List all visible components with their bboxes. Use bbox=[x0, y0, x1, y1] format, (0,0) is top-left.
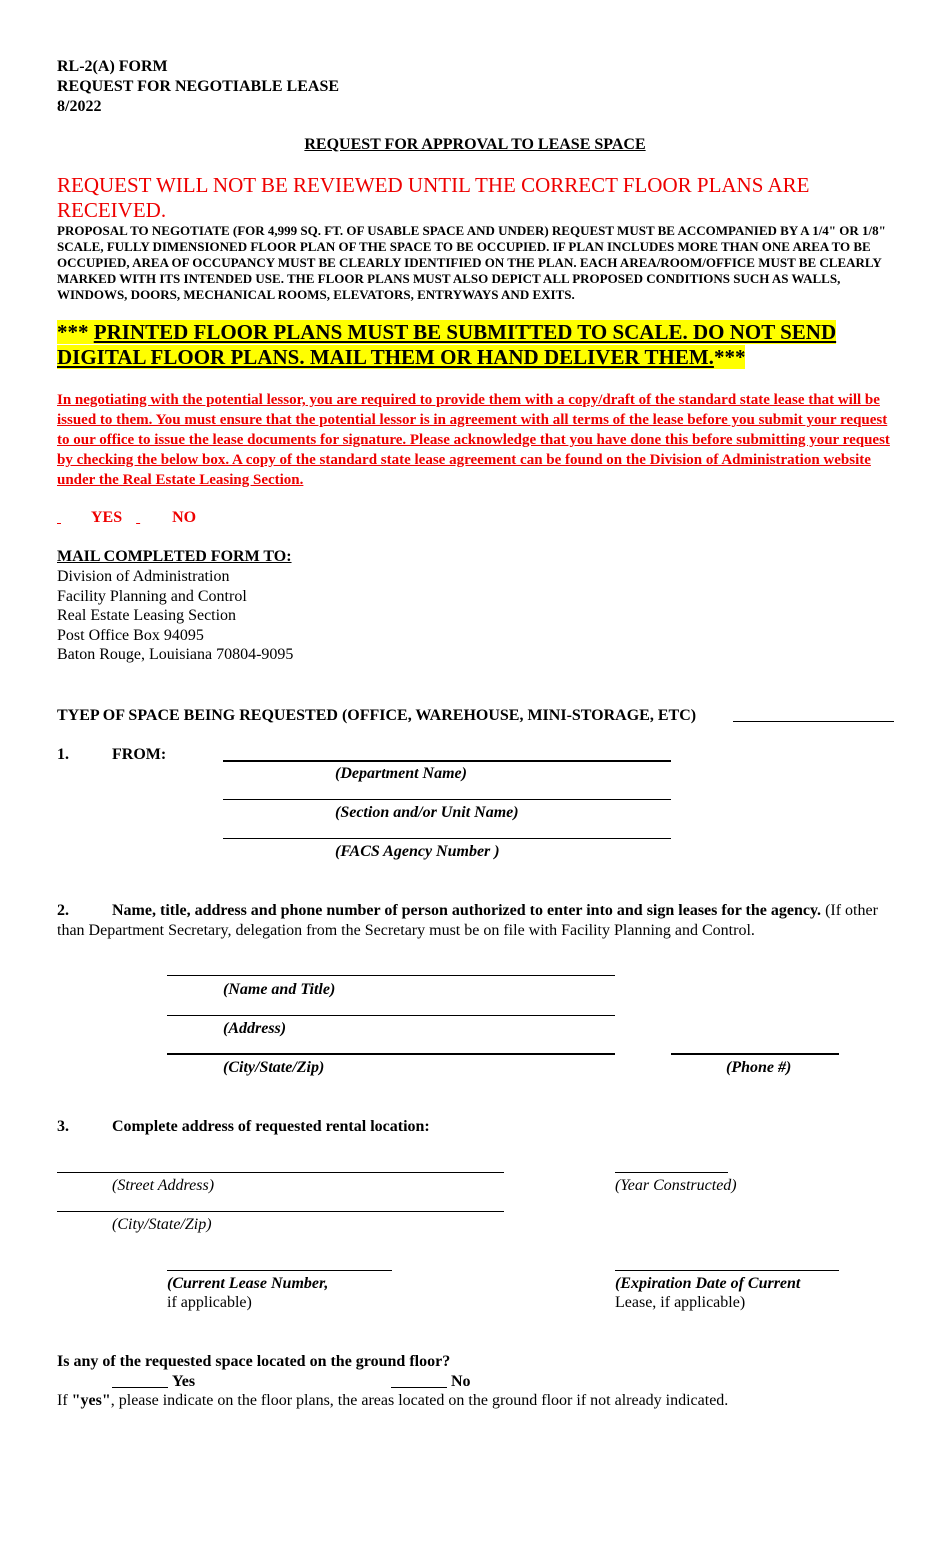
section-unit-field[interactable] bbox=[223, 799, 671, 800]
mail-line: Real Estate Leasing Section bbox=[57, 607, 237, 624]
ground-floor-yes-label: Yes bbox=[172, 1373, 196, 1390]
acknowledge-yes-blank[interactable] bbox=[57, 508, 91, 528]
year-constructed-caption: (Year Constructed) bbox=[615, 1177, 737, 1194]
mail-heading: MAIL COMPLETED FORM TO: bbox=[57, 548, 292, 565]
year-constructed-field[interactable] bbox=[615, 1172, 728, 1173]
section-1-number: 1. bbox=[57, 746, 69, 763]
ground-floor-note-bold: "yes" bbox=[71, 1392, 111, 1409]
current-lease-number-field[interactable] bbox=[167, 1270, 392, 1271]
section-2-bold: Name, title, address and phone number of person authorized to enter into and sign leases for the agency. bbox=[112, 902, 822, 919]
rental-city-state-zip-field[interactable] bbox=[57, 1211, 504, 1212]
expiration-date-caption: (Expiration Date of Current bbox=[615, 1275, 801, 1292]
notice-highlight: PRINTED FLOOR PLANS MUST BE SUBMITTED TO SCALE. DO NOT SEND DIGITAL FLOOR PLANS. MAIL THEM OR HAND DELIVER THEM. bbox=[57, 320, 837, 369]
department-name-field[interactable] bbox=[223, 760, 671, 762]
mail-line: Post Office Box 94095 bbox=[57, 627, 204, 644]
street-address-field[interactable] bbox=[57, 1172, 504, 1173]
section-2-text bbox=[57, 901, 897, 941]
section-unit-caption: (Section and/or Unit Name) bbox=[335, 804, 519, 821]
mail-line: Baton Rouge, Louisiana 70804-9095 bbox=[57, 646, 294, 663]
ground-floor-question: Is any of the requested space located on the ground floor? bbox=[57, 1353, 451, 1370]
section-1-label: FROM: bbox=[112, 746, 167, 763]
section-3-number: 3. bbox=[57, 1118, 69, 1135]
facs-agency-caption: (FACS Agency Number ) bbox=[335, 843, 500, 860]
department-name-caption: (Department Name) bbox=[335, 765, 467, 782]
form-id: RL-2(A) FORM bbox=[57, 58, 168, 75]
ground-floor-note-suffix: , please indicate on the floor plans, the areas located on the ground floor if not already indicated. bbox=[110, 1392, 729, 1409]
acknowledge-yes-label: YES bbox=[91, 509, 123, 526]
section-2-number: 2. bbox=[57, 902, 69, 919]
space-type-label: TYEP OF SPACE BEING REQUESTED (OFFICE, WAREHOUSE, MINI-STORAGE, ETC) bbox=[57, 707, 697, 724]
space-type-field[interactable] bbox=[733, 721, 894, 722]
name-title-field[interactable] bbox=[167, 975, 615, 976]
name-title-caption: (Name and Title) bbox=[223, 981, 336, 998]
phone-caption: (Phone #) bbox=[726, 1059, 792, 1076]
notice-prefix: *** bbox=[57, 320, 94, 344]
floor-plan-instructions: PROPOSAL TO NEGOTIATE (FOR 4,999 SQ. FT. OF USABLE SPACE AND UNDER) REQUEST MUST BE ACCOMPANIED BY A 1/4" OR 1/8" SCALE, FULLY DIMENSIONED FLOOR PLAN OF THE SPACE TO BE OCCUPIED. IF PLAN INCLUDES MORE THAN ONE AREA TO BE OCCUPIED, AREA OF OCCUPANCY MUST BE CLEARLY IDENTIFIED ON THE PLAN. EACH AREA/ROOM/OFFICE MUST BE CLEARLY MARKED WITH ITS INTENDED USE. THE FLOOR PLANS MUST ALSO DEPICT ALL PROPOSED CONDITIONS SUCH AS WALLS, WINDOWS, DOORS, MECHANICAL ROOMS, ELEVATORS, ENTRYWAYS AND EXITS. bbox=[57, 223, 886, 302]
section-3-label: Complete address of requested rental location: bbox=[112, 1118, 430, 1135]
mail-line: Facility Planning and Control bbox=[57, 588, 247, 605]
address-field[interactable] bbox=[167, 1015, 615, 1016]
form-name: REQUEST FOR NEGOTIABLE LEASE bbox=[57, 78, 340, 95]
address-caption: (Address) bbox=[223, 1020, 287, 1037]
street-address-caption: (Street Address) bbox=[112, 1177, 215, 1194]
notice-suffix: *** bbox=[713, 345, 746, 369]
page-title: REQUEST FOR APPROVAL TO LEASE SPACE bbox=[304, 136, 646, 153]
city-state-zip-field[interactable] bbox=[167, 1053, 615, 1055]
expiration-date-note: Lease, if applicable) bbox=[615, 1294, 746, 1311]
city-state-zip-caption: (City/State/Zip) bbox=[223, 1059, 325, 1076]
mail-line: Division of Administration bbox=[57, 568, 230, 585]
printed-plans-notice bbox=[57, 320, 907, 370]
acknowledge-options bbox=[57, 508, 196, 528]
lessor-acknowledgement: In negotiating with the potential lessor, you are required to provide them with a copy/draft of the standard state lease that will be issued to them. You must ensure that the potential lessor is in agreement with all terms of the lease before you submit your request to our office to issue the lease documents for signature. Please acknowledge that you have done this before submitting your request by checking the below box. A copy of the standard state lease agreement can be found on the Division of Administration website under the Real Estate Leasing Section. bbox=[57, 392, 890, 488]
phone-field[interactable] bbox=[671, 1053, 839, 1055]
acknowledge-no-label: NO bbox=[172, 509, 197, 526]
ground-floor-no-blank[interactable] bbox=[391, 1387, 447, 1388]
rental-city-state-zip-caption: (City/State/Zip) bbox=[112, 1216, 212, 1233]
section-2-note: (If other than Department Secretary, delegation from the Secretary must be on file with Facility Planning and Control. bbox=[57, 902, 878, 939]
form-revision: 8/2022 bbox=[57, 98, 102, 115]
ground-floor-yes-blank[interactable] bbox=[112, 1387, 168, 1388]
acknowledge-no-blank[interactable] bbox=[136, 508, 168, 528]
facs-agency-field[interactable] bbox=[223, 838, 671, 839]
expiration-date-field[interactable] bbox=[615, 1270, 839, 1271]
ground-floor-note bbox=[57, 1391, 728, 1411]
current-lease-number-note: if applicable) bbox=[167, 1294, 252, 1311]
current-lease-number-caption: (Current Lease Number, bbox=[167, 1275, 329, 1292]
floor-plan-warning: REQUEST WILL NOT BE REVIEWED UNTIL THE CORRECT FLOOR PLANS ARE RECEIVED. bbox=[57, 173, 810, 222]
ground-floor-note-prefix: If bbox=[57, 1392, 72, 1409]
ground-floor-no-label: No bbox=[451, 1373, 471, 1390]
